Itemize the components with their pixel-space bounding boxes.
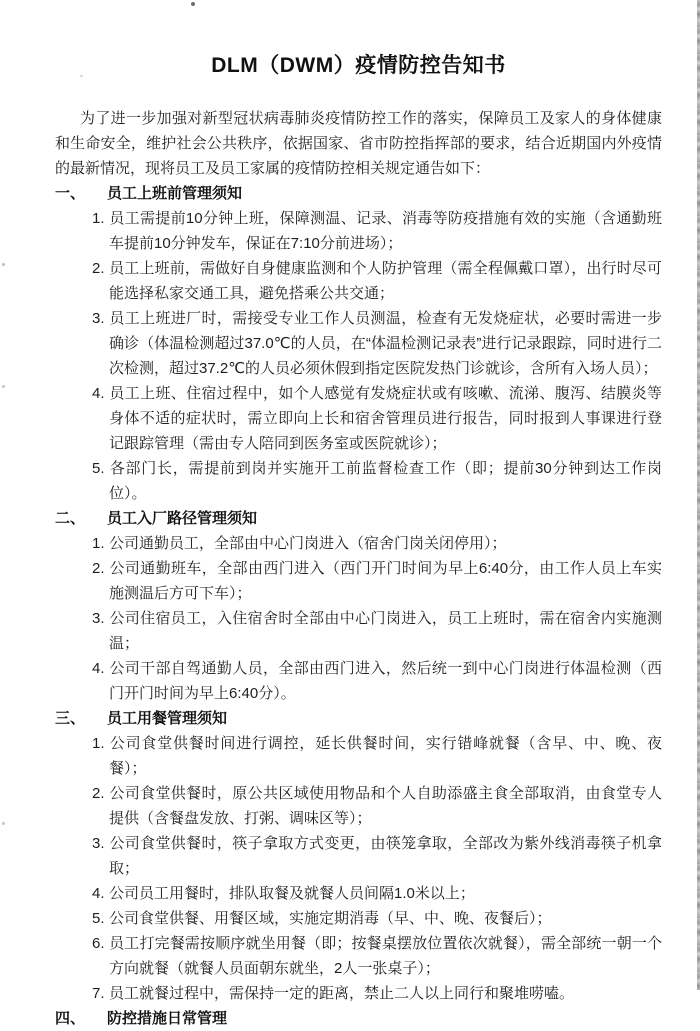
list-item — [55, 606, 662, 656]
list-item — [55, 781, 662, 831]
item-text: 员工上班进厂时，需接受专业工作人员测温，检查有无发烧症状，必要时需进一步确诊（体温检测超过37.0℃的人员，在“体温检测记录表”进行记录跟踪，同时进行二次检测，超过37.2℃的人员必须休假到指定医院发热门诊就诊，含所有入场人员）； — [109, 310, 662, 377]
item-number: 4. — [92, 385, 105, 402]
list-item — [55, 381, 662, 456]
section-heading — [55, 506, 662, 531]
item-number: 1. — [92, 210, 105, 227]
list-item — [55, 206, 662, 256]
item-number: 2. — [92, 260, 105, 277]
list-item — [55, 981, 662, 1006]
item-text: 员工上班、住宿过程中，如个人感觉有发烧症状或有咳嗽、流涕、腹泻、结膜炎等身体不适的症状时，需立即向上长和宿舍管理员进行报告，同时报到人事课进行登记跟踪管理（需由专人陪同到医务室或医院就诊）； — [109, 385, 662, 452]
list-item — [55, 256, 662, 306]
item-number: 4. — [92, 660, 105, 677]
item-text: 公司食堂供餐、用餐区域，实施定期消毒（早、中、晚、夜餐后）； — [109, 910, 552, 927]
item-number: 6. — [92, 935, 105, 952]
item-text: 公司住宿员工，入住宿舍时全部由中心门岗进入，员工上班时，需在宿舍内实施测温； — [109, 610, 662, 652]
list-item — [55, 931, 662, 981]
scan-speck — [2, 822, 5, 825]
item-text: 员工打完餐需按顺序就坐用餐（即；按餐桌摆放位置依次就餐），需全部统一朝一个方向就餐（就餐人员面朝东就坐，2人一张桌子）； — [109, 935, 662, 977]
item-text: 公司食堂供餐时，筷子拿取方式变更，由筷笼拿取，全部改为紫外线消毒筷子机拿取； — [109, 835, 662, 877]
scan-speck — [80, 75, 83, 77]
list-item — [55, 456, 662, 506]
item-number: 2. — [92, 785, 105, 802]
list-item — [55, 531, 662, 556]
item-number: 3. — [92, 835, 105, 852]
section-number: 三、 — [55, 710, 86, 727]
item-number: 7. — [92, 985, 105, 1002]
item-text: 员工就餐过程中，需保持一定的距离，禁止二人以上同行和聚堆唠嗑。 — [109, 985, 575, 1002]
section-heading — [55, 706, 662, 731]
item-text: 公司员工用餐时，排队取餐及就餐人员间隔1.0米以上； — [109, 885, 475, 902]
list-item — [55, 656, 662, 706]
list-item — [55, 731, 662, 781]
list-item — [55, 556, 662, 606]
section-title: 防控措施日常管理 — [107, 1010, 228, 1027]
list-item — [55, 831, 662, 881]
list-item — [55, 306, 662, 381]
section-heading — [55, 1006, 662, 1031]
item-text: 员工上班前，需做好自身健康监测和个人防护管理（需全程佩戴口罩），出行时尽可能选择私家交通工具，避免搭乘公共交通； — [109, 260, 662, 302]
document-title: DLM（DWM）疫情防控告知书 — [211, 54, 506, 77]
item-text: 公司通勤员工，全部由中心门岗进入（宿舍门岗关闭停用）； — [109, 535, 507, 552]
item-number: 3. — [92, 610, 105, 627]
section-heading — [55, 181, 662, 206]
scan-speck — [2, 263, 5, 266]
item-number: 5. — [92, 460, 105, 477]
item-number: 5. — [92, 910, 105, 927]
section-title: 员工用餐管理须知 — [107, 710, 228, 727]
item-text: 公司通勤班车，全部由西门进入（西门开门时间为早上6:40分，由工作人员上车实施测温后方可下车）； — [109, 560, 662, 602]
list-item — [55, 881, 662, 906]
list-item — [55, 906, 662, 931]
item-text: 公司干部自驾通勤人员，全部由西门进入，然后统一到中心门岗进行体温检测（西门开门时间为早上6:40分）。 — [109, 660, 662, 702]
section-number: 二、 — [55, 510, 86, 527]
item-number: 1. — [92, 735, 105, 752]
section-title: 员工入厂路径管理须知 — [107, 510, 258, 527]
section-title: 员工上班前管理须知 — [107, 185, 243, 202]
scan-speck — [2, 385, 5, 388]
item-text: 员工需提前10分钟上班，保障测温、记录、消毒等防疫措施有效的实施（含通勤班车提前10分钟发车，保证在7:10分前进场）； — [109, 210, 662, 252]
item-number: 4. — [92, 885, 105, 902]
scan-speck — [191, 2, 195, 6]
item-text: 公司食堂供餐时间进行调控，延长供餐时间，实行错峰就餐（含早、中、晚、夜餐）； — [109, 735, 662, 777]
section-number: 四、 — [55, 1010, 86, 1027]
item-number: 3. — [92, 310, 105, 327]
item-text: 公司食堂供餐时，原公共区域使用物品和个人自助添盛主食全部取消，由食堂专人提供（含餐盘发放、打粥、调味区等）； — [109, 785, 662, 827]
intro-paragraph: 为了进一步加强对新型冠状病毒肺炎疫情防控工作的落实，保障员工及家人的身体健康和生命安全，维护社会公共秩序，依据国家、省市防控指挥部的要求，结合近期国内外疫情的最新情况，现将员工及员工家属的疫情防控相关规定通告如下： — [55, 110, 662, 177]
sections-container — [55, 181, 662, 1031]
item-text: 各部门长，需提前到岗并实施开工前监督检查工作（即；提前30分钟到达工作岗位）。 — [109, 460, 662, 502]
item-number: 2. — [92, 560, 105, 577]
section-number: 一、 — [55, 185, 86, 202]
item-number: 1. — [92, 535, 105, 552]
